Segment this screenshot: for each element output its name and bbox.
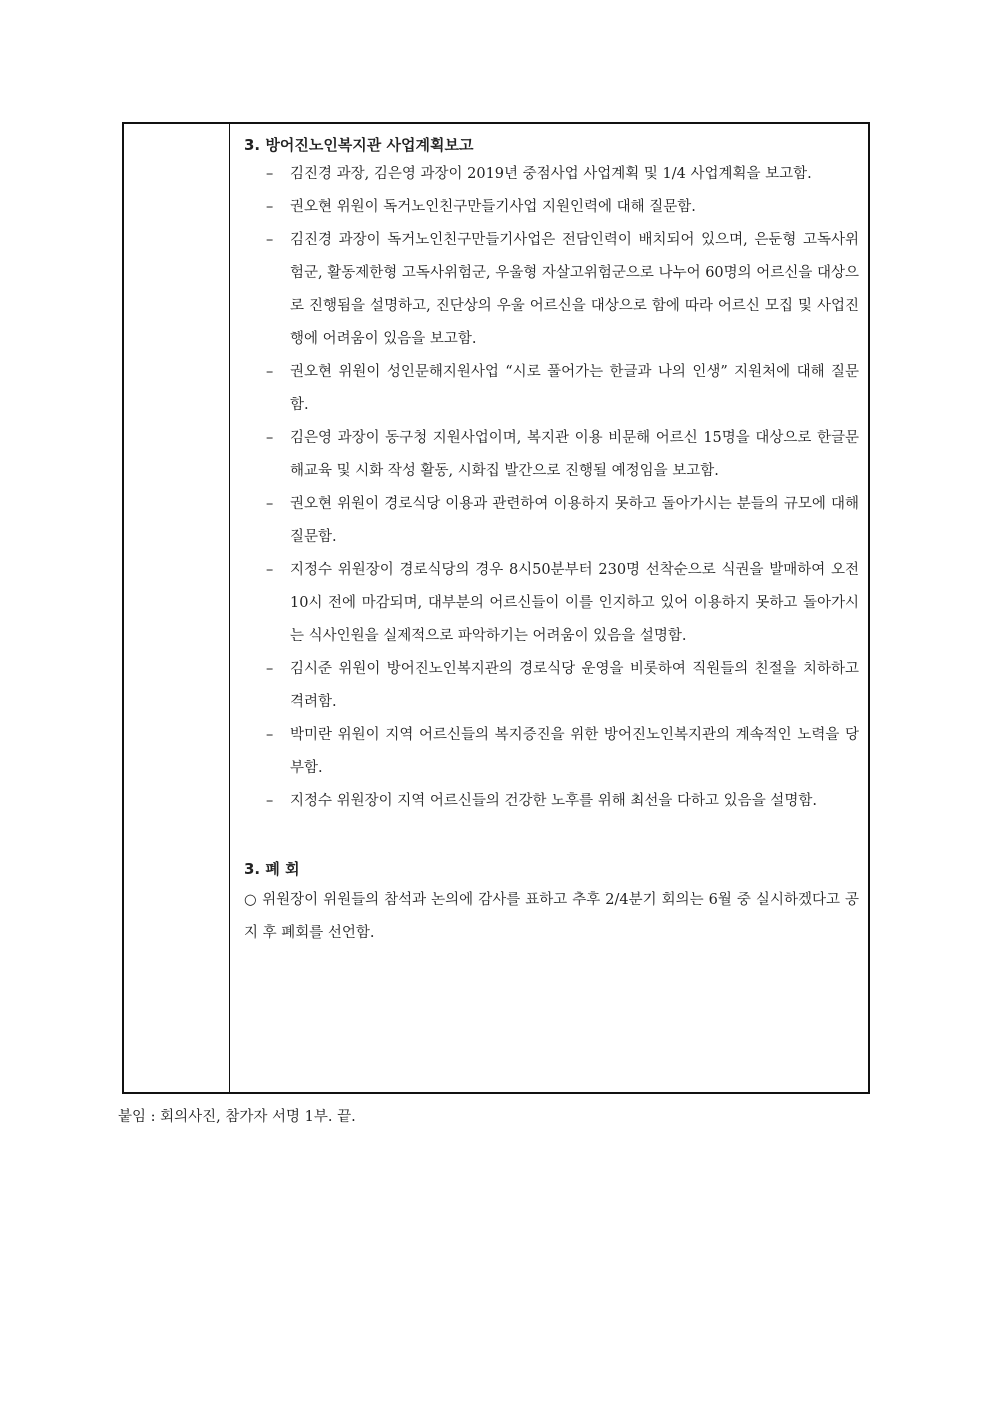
dash-marker: – [266, 232, 274, 248]
dash-marker: – [266, 430, 274, 446]
closing-text: ○ 위원장이 위원들의 참석과 논의에 감사를 표하고 추후 2/4분기 회의는 6월 중 실시하겠다고 공지 후 폐회를 선언함. [244, 892, 859, 941]
list-item [242, 488, 859, 554]
list-item [242, 653, 859, 719]
label-column [124, 124, 230, 1092]
dash-marker: – [266, 793, 274, 809]
list-item [242, 191, 859, 224]
list-item [242, 422, 859, 488]
list-item [242, 158, 859, 191]
list-item-text: 김은영 과장이 동구청 지원사업이며, 복지관 이용 비문해 어르신 15명을 대상으로 한글문해교육 및 시화 작성 활동, 시화집 발간으로 진행될 예정임을 보고함. [290, 430, 859, 479]
closing-title: 3. 폐 회 [244, 860, 300, 878]
list-item-text: 권오현 위원이 독거노인친구만들기사업 지원인력에 대해 질문함. [290, 199, 696, 215]
dash-marker: – [266, 562, 274, 578]
dash-marker: – [266, 364, 274, 380]
attachment-note: 붙임 : 회의사진, 참가자 서명 1부. 끝. [118, 1109, 356, 1125]
list-item-text: 권오현 위원이 성인문해지원사업 “시로 풀어가는 한글과 나의 인생” 지원처에 대해 질문함. [290, 364, 859, 413]
list-item [242, 356, 859, 422]
list-item [242, 719, 859, 785]
list-item [242, 224, 859, 356]
minutes-table [122, 122, 870, 1094]
item-list [242, 158, 859, 818]
list-item-text: 지정수 위원장이 경로식당의 경우 8시50분부터 230명 선착순으로 식권을 발매하여 오전 10시 전에 마감되며, 대부분의 어르신들이 이를 인지하고 있어 이용하지 못하고 돌아가시는 식사인원을 실제적으로 파악하기는 어려움이 있음을 설명함. [290, 562, 859, 644]
dash-marker: – [266, 727, 274, 743]
list-item-text: 김진경 과장이 독거노인친구만들기사업은 전담인력이 배치되어 있으며, 은둔형 고독사위험군, 활동제한형 고독사위험군, 우울형 자살고위험군으로 나누어 60명의 어르신을 대상으로 진행됨을 설명하고, 진단상의 우울 어르신을 대상으로 함에 따라 어르신 모집 및 사업진행에 어려움이 있음을 보고함. [290, 232, 859, 347]
dash-marker: – [266, 166, 274, 182]
list-item-text: 김진경 과장, 김은영 과장이 2019년 중점사업 사업계획 및 1/4 사업계획을 보고함. [290, 166, 812, 182]
dash-marker: – [266, 199, 274, 215]
spacer [242, 818, 859, 852]
section-title: 3. 방어진노인복지관 사업계획보고 [244, 136, 474, 154]
list-item-text: 지정수 위원장이 지역 어르신들의 건강한 노후를 위해 최선을 다하고 있음을 설명함. [290, 793, 817, 809]
list-item-text: 박미란 위원이 지역 어르신들의 복지증진을 위한 방어진노인복지관의 계속적인 노력을 당부함. [290, 727, 859, 776]
list-item-text: 김시준 위원이 방어진노인복지관의 경로식당 운영을 비롯하여 직원들의 친절을 치하하고 격려함. [290, 661, 859, 710]
list-item [242, 554, 859, 653]
content-column [230, 124, 868, 1092]
list-item [242, 785, 859, 818]
list-item-text: 권오현 위원이 경로식당 이용과 관련하여 이용하지 못하고 돌아가시는 분들의 규모에 대해 질문함. [290, 496, 859, 545]
dash-marker: – [266, 496, 274, 512]
dash-marker: – [266, 661, 274, 677]
